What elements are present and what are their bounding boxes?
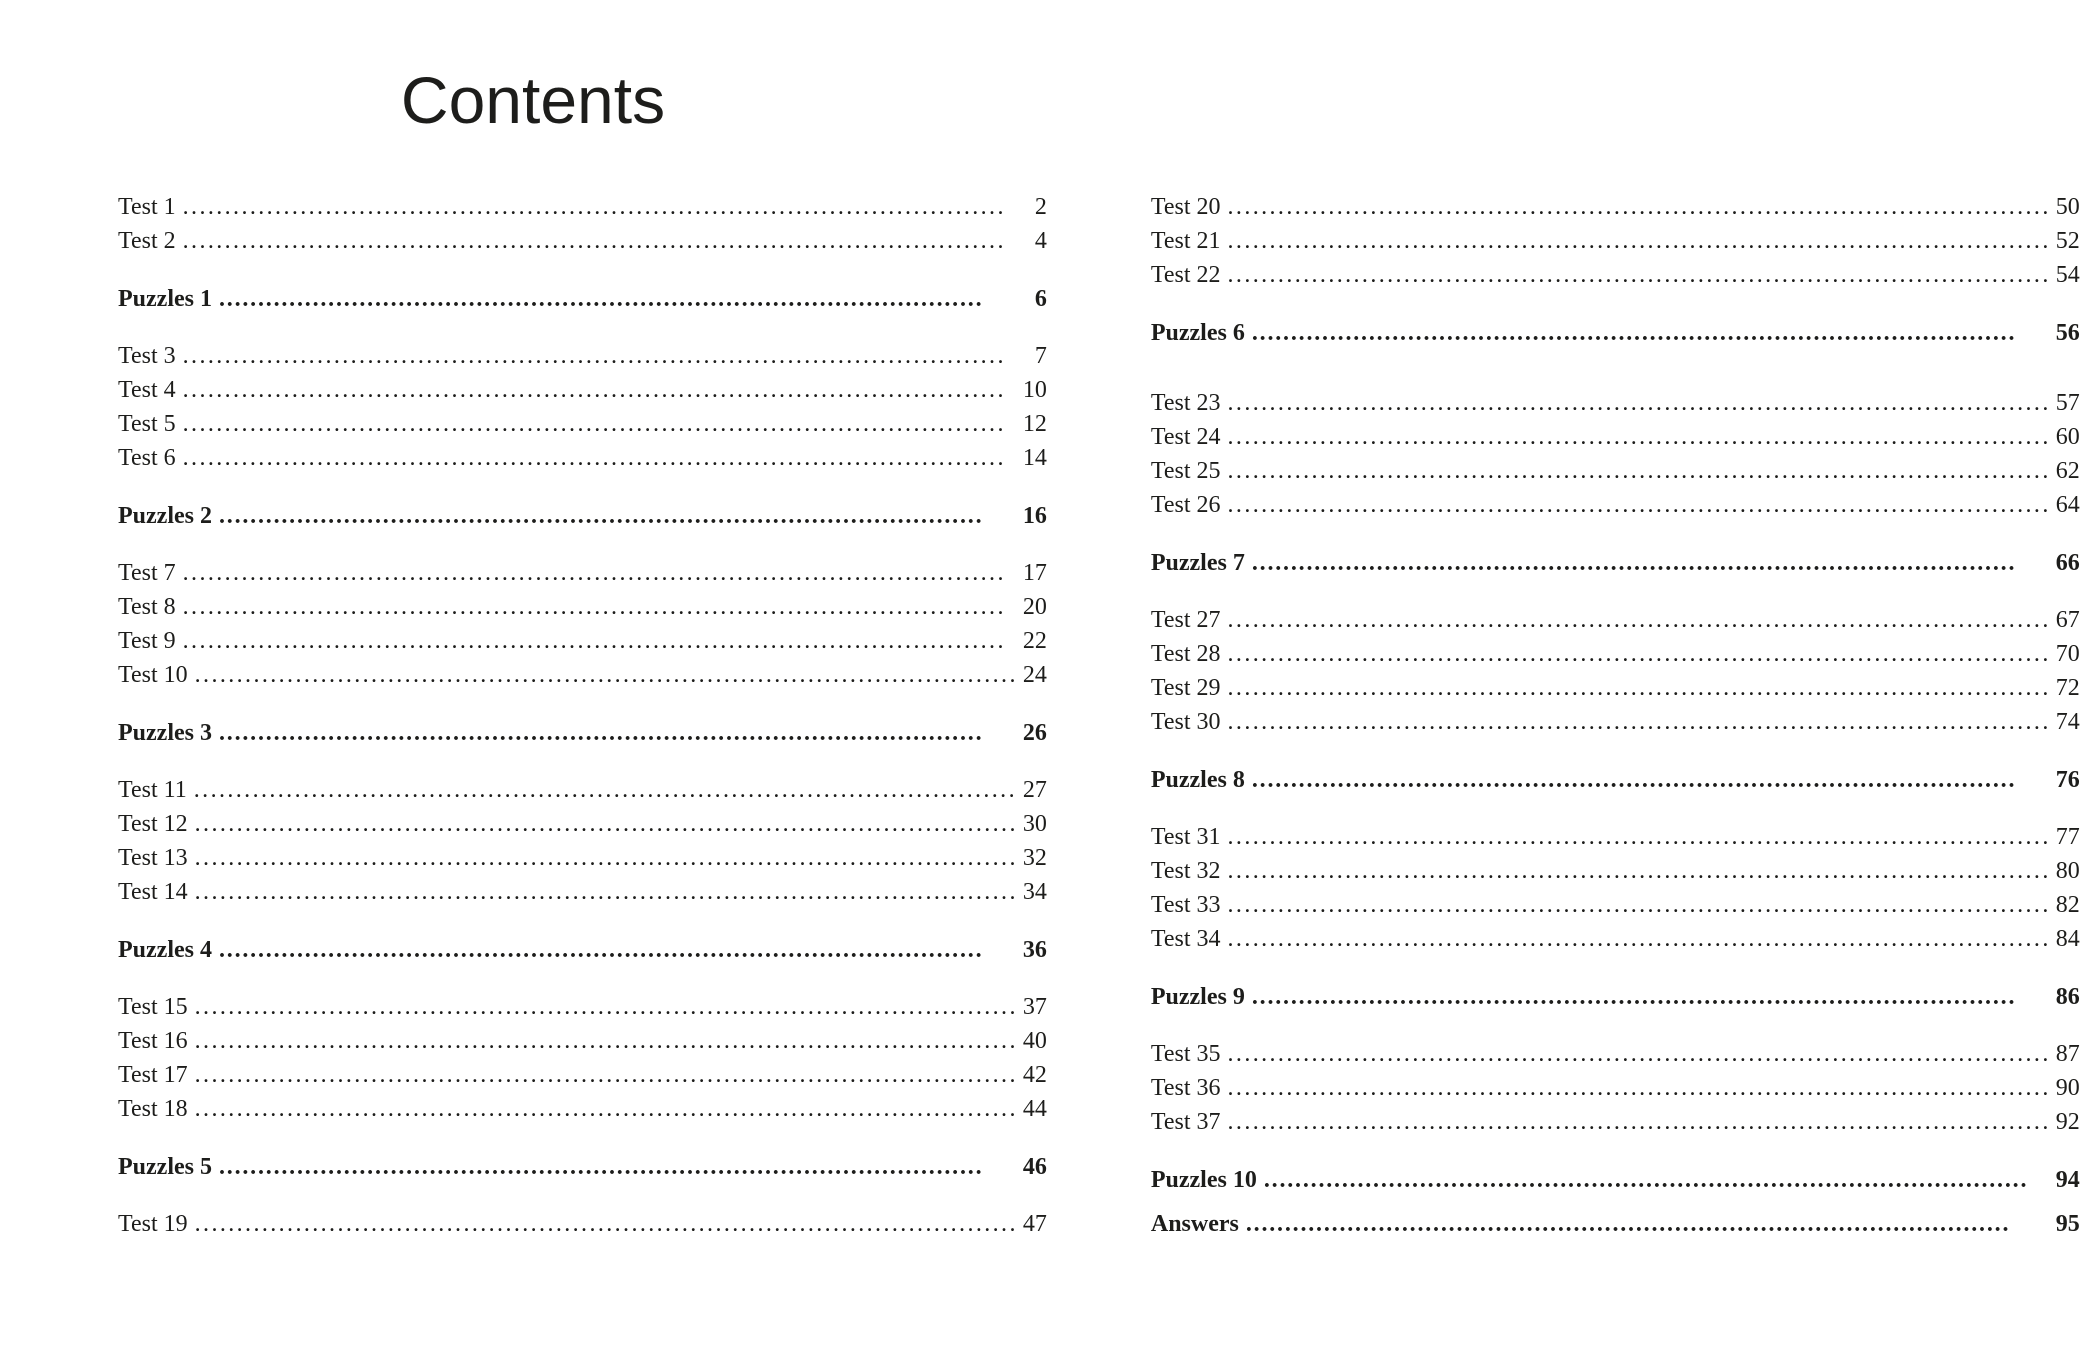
toc-entry-page: 27 (1022, 776, 1047, 803)
dot-leader (1228, 1105, 2051, 1139)
toc-entry (1151, 224, 2080, 258)
toc-entry (118, 933, 1047, 967)
dot-leader (195, 1207, 1018, 1241)
toc-columns (118, 190, 2080, 1264)
dot-leader (219, 716, 1018, 750)
toc-entry (1151, 603, 2080, 637)
dot-leader (219, 499, 1018, 533)
dot-leader (195, 658, 1018, 692)
dot-leader (183, 407, 1018, 441)
toc-entry-label: Puzzles 10 (1150, 1166, 1257, 1193)
toc-entry (118, 807, 1047, 841)
toc-entry (1151, 980, 2080, 1014)
toc-entry-label: Test 6 (118, 444, 176, 471)
toc-entry (1151, 854, 2080, 888)
dot-leader (1228, 454, 2051, 488)
toc-entry-label: Test 36 (1150, 1074, 1221, 1101)
dot-leader (1228, 488, 2051, 522)
dot-leader (1228, 224, 2051, 258)
toc-entry-page: 86 (2055, 983, 2080, 1010)
toc-entry-page: 32 (1022, 844, 1047, 871)
toc-entry-page: 17 (1022, 559, 1047, 586)
dot-leader (1228, 637, 2051, 671)
dot-leader (1228, 820, 2051, 854)
toc-entry-page: 66 (2055, 549, 2080, 576)
toc-entry-label: Puzzles 8 (1150, 766, 1245, 793)
toc-entry (1151, 488, 2080, 522)
toc-entry-page: 76 (2055, 766, 2080, 793)
toc-entry-page: 87 (2055, 1040, 2080, 1067)
toc-entry (1151, 1071, 2080, 1105)
toc-entry-label: Puzzles 1 (118, 285, 212, 312)
toc-entry-page: 14 (1022, 444, 1047, 471)
toc-entry (1151, 1105, 2080, 1139)
toc-entry-page: 47 (1022, 1210, 1047, 1237)
toc-entry-page: 82 (2055, 891, 2080, 918)
toc-entry-label: Test 27 (1150, 606, 1221, 633)
toc-entry-page: 67 (2055, 606, 2080, 633)
toc-entry-label: Test 15 (118, 993, 188, 1020)
toc-entry (118, 1058, 1047, 1092)
dot-leader (1228, 888, 2051, 922)
dot-leader (1228, 190, 2051, 224)
toc-entry-page: 74 (2055, 708, 2080, 735)
toc-entry-page: 34 (1022, 878, 1047, 905)
toc-entry-label: Test 11 (118, 776, 187, 803)
dot-leader (195, 1058, 1018, 1092)
toc-entry-page: 57 (2055, 389, 2080, 416)
toc-entry-label: Test 22 (1150, 261, 1221, 288)
toc-entry-label: Test 37 (1150, 1108, 1221, 1135)
toc-entry (118, 773, 1047, 807)
dot-leader (1228, 603, 2051, 637)
toc-entry (118, 339, 1047, 373)
toc-entry-page: 56 (2055, 319, 2080, 346)
dot-leader (195, 841, 1018, 875)
toc-entry (118, 990, 1047, 1024)
toc-entry-page: 90 (2055, 1074, 2080, 1101)
toc-entry-page: 94 (2055, 1166, 2080, 1193)
toc-entry-page: 40 (1022, 1027, 1047, 1054)
dot-leader (1252, 316, 2051, 350)
toc-entry-label: Puzzles 5 (118, 1153, 212, 1180)
dot-leader (183, 224, 1030, 258)
toc-entry-page: 24 (1022, 661, 1047, 688)
toc-entry (118, 1207, 1047, 1241)
toc-entry-page: 70 (2055, 640, 2080, 667)
toc-entry-label: Test 30 (1150, 708, 1221, 735)
dot-leader (1228, 1037, 2051, 1071)
page-title: Contents (400, 63, 666, 137)
dot-leader (1228, 258, 2051, 292)
toc-entry-label: Test 5 (118, 410, 176, 437)
toc-entry-label: Test 21 (1150, 227, 1221, 254)
toc-entry (1151, 922, 2080, 956)
toc-entry-label: Puzzles 9 (1150, 983, 1245, 1010)
toc-entry-page: 80 (2055, 857, 2080, 884)
toc-entry-label: Test 4 (118, 376, 176, 403)
dot-leader (1252, 763, 2051, 797)
toc-entry-label: Puzzles 7 (1150, 549, 1245, 576)
dot-leader (194, 773, 1018, 807)
toc-entry-page: 54 (2055, 261, 2080, 288)
toc-entry (118, 1024, 1047, 1058)
toc-entry-page: 84 (2055, 925, 2080, 952)
toc-entry-label: Test 9 (118, 627, 176, 654)
toc-entry-label: Test 14 (118, 878, 188, 905)
dot-leader (1228, 386, 2051, 420)
toc-entry (118, 624, 1047, 658)
toc-entry (1151, 190, 2080, 224)
toc-column-1 (118, 190, 1047, 1264)
toc-entry (1151, 258, 2080, 292)
dot-leader (183, 590, 1018, 624)
toc-entry (1151, 1037, 2080, 1071)
dot-leader (183, 339, 1030, 373)
toc-entry (1151, 763, 2080, 797)
toc-entry (1151, 386, 2080, 420)
dot-leader (183, 373, 1018, 407)
toc-entry (118, 590, 1047, 624)
dot-leader (1228, 922, 2051, 956)
dot-leader (1228, 854, 2051, 888)
toc-entry-label: Answers (1150, 1210, 1239, 1237)
dot-leader (219, 933, 1018, 967)
toc-entry-page: 60 (2055, 423, 2080, 450)
toc-entry-label: Test 12 (118, 810, 188, 837)
toc-entry-page: 50 (2055, 193, 2080, 220)
toc-entry-page: 6 (1034, 285, 1047, 312)
toc-entry (118, 224, 1047, 258)
toc-entry-label: Test 19 (118, 1210, 188, 1237)
toc-entry (118, 556, 1047, 590)
toc-entry (118, 875, 1047, 909)
toc-entry (1151, 420, 2080, 454)
toc-entry-label: Puzzles 6 (1150, 319, 1245, 346)
toc-entry (1151, 454, 2080, 488)
dot-leader (219, 282, 1030, 316)
toc-entry (118, 190, 1047, 224)
dot-leader (195, 1092, 1018, 1126)
dot-leader (183, 441, 1018, 475)
toc-entry (118, 1150, 1047, 1184)
dot-leader (1228, 420, 2051, 454)
toc-entry-page: 36 (1022, 936, 1047, 963)
dot-leader (183, 190, 1030, 224)
toc-entry (1151, 637, 2080, 671)
toc-entry (1151, 546, 2080, 580)
dot-leader (195, 990, 1018, 1024)
toc-entry-page: 62 (2055, 457, 2080, 484)
toc-entry (118, 282, 1047, 316)
toc-entry-page: 12 (1022, 410, 1047, 437)
dot-leader (195, 875, 1018, 909)
dot-leader (1246, 1207, 2051, 1241)
toc-entry-label: Test 17 (118, 1061, 188, 1088)
toc-entry-label: Test 7 (118, 559, 176, 586)
toc-entry-label: Test 16 (118, 1027, 188, 1054)
dot-leader (1228, 671, 2051, 705)
toc-entry (1151, 888, 2080, 922)
dot-leader (183, 556, 1018, 590)
toc-entry-page: 92 (2055, 1108, 2080, 1135)
toc-entry (1151, 316, 2080, 350)
toc-entry-label: Test 33 (1150, 891, 1221, 918)
toc-entry (118, 841, 1047, 875)
toc-entry-label: Test 25 (1150, 457, 1221, 484)
toc-entry-page: 16 (1022, 502, 1047, 529)
toc-entry-page: 72 (2055, 674, 2080, 701)
toc-entry-label: Test 10 (118, 661, 188, 688)
toc-entry-label: Test 28 (1150, 640, 1221, 667)
dot-leader (183, 624, 1018, 658)
toc-entry-page: 4 (1034, 227, 1047, 254)
toc-entry-page: 2 (1034, 193, 1047, 220)
toc-entry (1151, 705, 2080, 739)
dot-leader (1228, 1071, 2051, 1105)
toc-entry (118, 441, 1047, 475)
toc-entry-page: 26 (1022, 719, 1047, 746)
toc-entry-label: Puzzles 3 (118, 719, 212, 746)
toc-entry-page: 44 (1022, 1095, 1047, 1122)
toc-entry-label: Puzzles 2 (118, 502, 212, 529)
toc-entry (1151, 671, 2080, 705)
dot-leader (1252, 980, 2051, 1014)
toc-entry-page: 52 (2055, 227, 2080, 254)
toc-entry-label: Puzzles 4 (118, 936, 212, 963)
toc-entry (118, 407, 1047, 441)
toc-entry (118, 658, 1047, 692)
toc-entry-page: 77 (2055, 823, 2080, 850)
dot-leader (195, 1024, 1018, 1058)
toc-entry (118, 373, 1047, 407)
toc-entry-page: 46 (1022, 1153, 1047, 1180)
toc-entry-page: 42 (1022, 1061, 1047, 1088)
toc-entry (118, 499, 1047, 533)
toc-entry-page: 37 (1022, 993, 1047, 1020)
toc-entry (1151, 1163, 2080, 1197)
toc-entry-label: Test 2 (118, 227, 176, 254)
dot-leader (219, 1150, 1018, 1184)
toc-entry-label: Test 29 (1150, 674, 1221, 701)
toc-entry-page: 10 (1022, 376, 1047, 403)
dot-leader (1252, 546, 2051, 580)
toc-entry (118, 1092, 1047, 1126)
toc-entry (1151, 820, 2080, 854)
toc-entry-label: Test 31 (1150, 823, 1221, 850)
toc-entry-label: Test 26 (1150, 491, 1221, 518)
toc-entry-label: Test 35 (1150, 1040, 1221, 1067)
toc-entry-label: Test 1 (118, 193, 176, 220)
toc-column-2 (1151, 190, 2080, 1264)
dot-leader (195, 807, 1018, 841)
dot-leader (1264, 1163, 2051, 1197)
toc-entry-label: Test 32 (1150, 857, 1221, 884)
toc-entry (118, 716, 1047, 750)
toc-entry-page: 22 (1022, 627, 1047, 654)
toc-entry-label: Test 23 (1150, 389, 1221, 416)
dot-leader (1228, 705, 2051, 739)
toc-entry-label: Test 34 (1150, 925, 1221, 952)
toc-entry-label: Test 24 (1150, 423, 1221, 450)
toc-entry-page: 64 (2055, 491, 2080, 518)
toc-entry-page: 20 (1022, 593, 1047, 620)
toc-entry-label: Test 3 (118, 342, 176, 369)
toc-entry-page: 30 (1022, 810, 1047, 837)
toc-entry-label: Test 20 (1150, 193, 1221, 220)
toc-entry-page: 95 (2055, 1210, 2080, 1237)
toc-entry-label: Test 18 (118, 1095, 188, 1122)
toc-entry-label: Test 8 (118, 593, 176, 620)
toc-entry (1151, 1207, 2080, 1241)
toc-entry-label: Test 13 (118, 844, 188, 871)
toc-entry-page: 7 (1034, 342, 1047, 369)
